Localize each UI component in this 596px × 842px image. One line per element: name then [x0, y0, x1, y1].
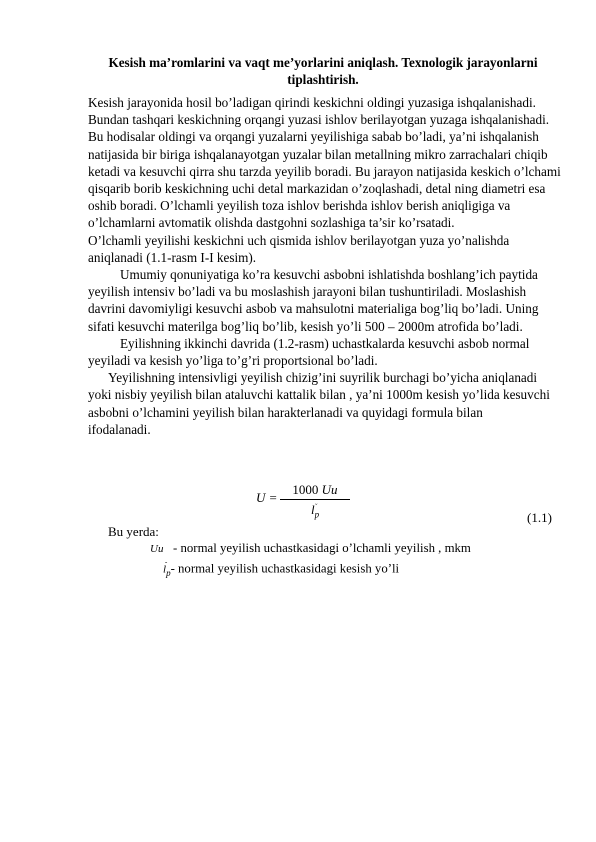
document-title [88, 54, 558, 88]
paragraph-3: Umumiy qonuniyatiga ko’ra kesuvchi asbobni ishlatishda boshlang’ich paytida yeyilish intensiv bo’ladi va bu moslashish jarayoni bilan tushuntiriladi. Moslashish davrini davomiyligi kesuvchi asbob va mahsulotni materialiga bog’liq bo’ladi. Uning sifati kesuvchi materilga bog’liq bo’lib, kesish yo’li 500 – 2000m atrofida bo’ladi. [88, 267, 539, 334]
document-body [88, 94, 562, 438]
definition-lp [163, 561, 399, 578]
equation-number: (1.1) [527, 510, 552, 525]
paragraph-5: Yeyilishning intensivligi yeyilish chizig’ini suyrilik burchagi bo’yicha aniqlanadi yoki nisbiy yeyilish bilan ataluvchi kattalik bilan , ya’ni 1000m kesish yo’lida kesuvchi asbobni o’lchamini yeyilish bilan harakterlanadi va quyidagi formula bilan [88, 370, 550, 420]
definition-symbol-uu: Uu [150, 543, 164, 555]
formula-denominator-sub: p [314, 509, 320, 520]
formula-fraction [280, 482, 350, 520]
formula-denominator [280, 500, 350, 520]
paragraph-1: Kesish jarayonida hosil bo’ladigan qirindi keskichni oldingi yuzasiga ishqalanishadi. Bundan tashqari keskichning orqangi yuzasi ishlov berilayotgan yuzaga ishqalanishadi. Bu hodisalar oldingi va orqangi yuzalarni yeyilishiga sabab bo’ladi, ya’ni ishqalanish natijasida bir biriga ishqalanayotgan yuzalar bilan metallning mikro zarrachalari chiqib ketadi va kesuvchi qirra shu tarzda yeyilib boradi. Bu jarayon natijasida keskich o’lchami qisqarib borib keskichning uchi detal markazidan o’zoqlashadi, detal ning diametri esa oshib boradi. O’lchamli yeyilish toza ishlov berishda ishlov berish aniqligiga va o’lchamlarni avtomatik olishda dastgohni sozlashiga ta’sir ko’rsatadi. [88, 95, 561, 231]
paragraph-6: ifodalanadi. [88, 421, 151, 437]
formula-lhs: U = [256, 490, 278, 505]
definition-sub-lp: p [166, 567, 171, 578]
title-line-1: Kesish ma’romlarini va vaqt me’yorlarini aniqlash. Texnologik jarayonlarni [108, 55, 538, 70]
paragraph-2: O’lchamli yeyilishi keskichni uch qismida ishlov berilayotgan yuza yo’nalishda aniqlanadi (1.1-rasm I-I kesim). [88, 232, 510, 265]
where-label: Bu yerda: [108, 524, 159, 539]
definition-uu [150, 541, 471, 556]
definition-text-uu: - normal yeyilish uchastkasidagi o’lchamli yeyilish , mkm [163, 541, 471, 555]
definition-text-lp: - normal yeyilish uchastkasidagi kesish yo’li [170, 561, 400, 576]
formula-numerator-var: Uu [321, 482, 338, 497]
formula-numerator [280, 482, 350, 500]
formula-denominator-var: l [310, 502, 315, 517]
paragraph-4: Eyilishning ikkinchi davrida (1.2-rasm) uchastkalarda kesuvchi asbob normal yeyiladi va kesish yo’liga to’g’ri proportsional bo’ladi. [88, 335, 530, 369]
formula-numerator-constant: 1000 [292, 482, 319, 497]
definition-symbol-lp: l [163, 563, 167, 576]
title-line-2: tiplashtirish. [287, 72, 359, 87]
